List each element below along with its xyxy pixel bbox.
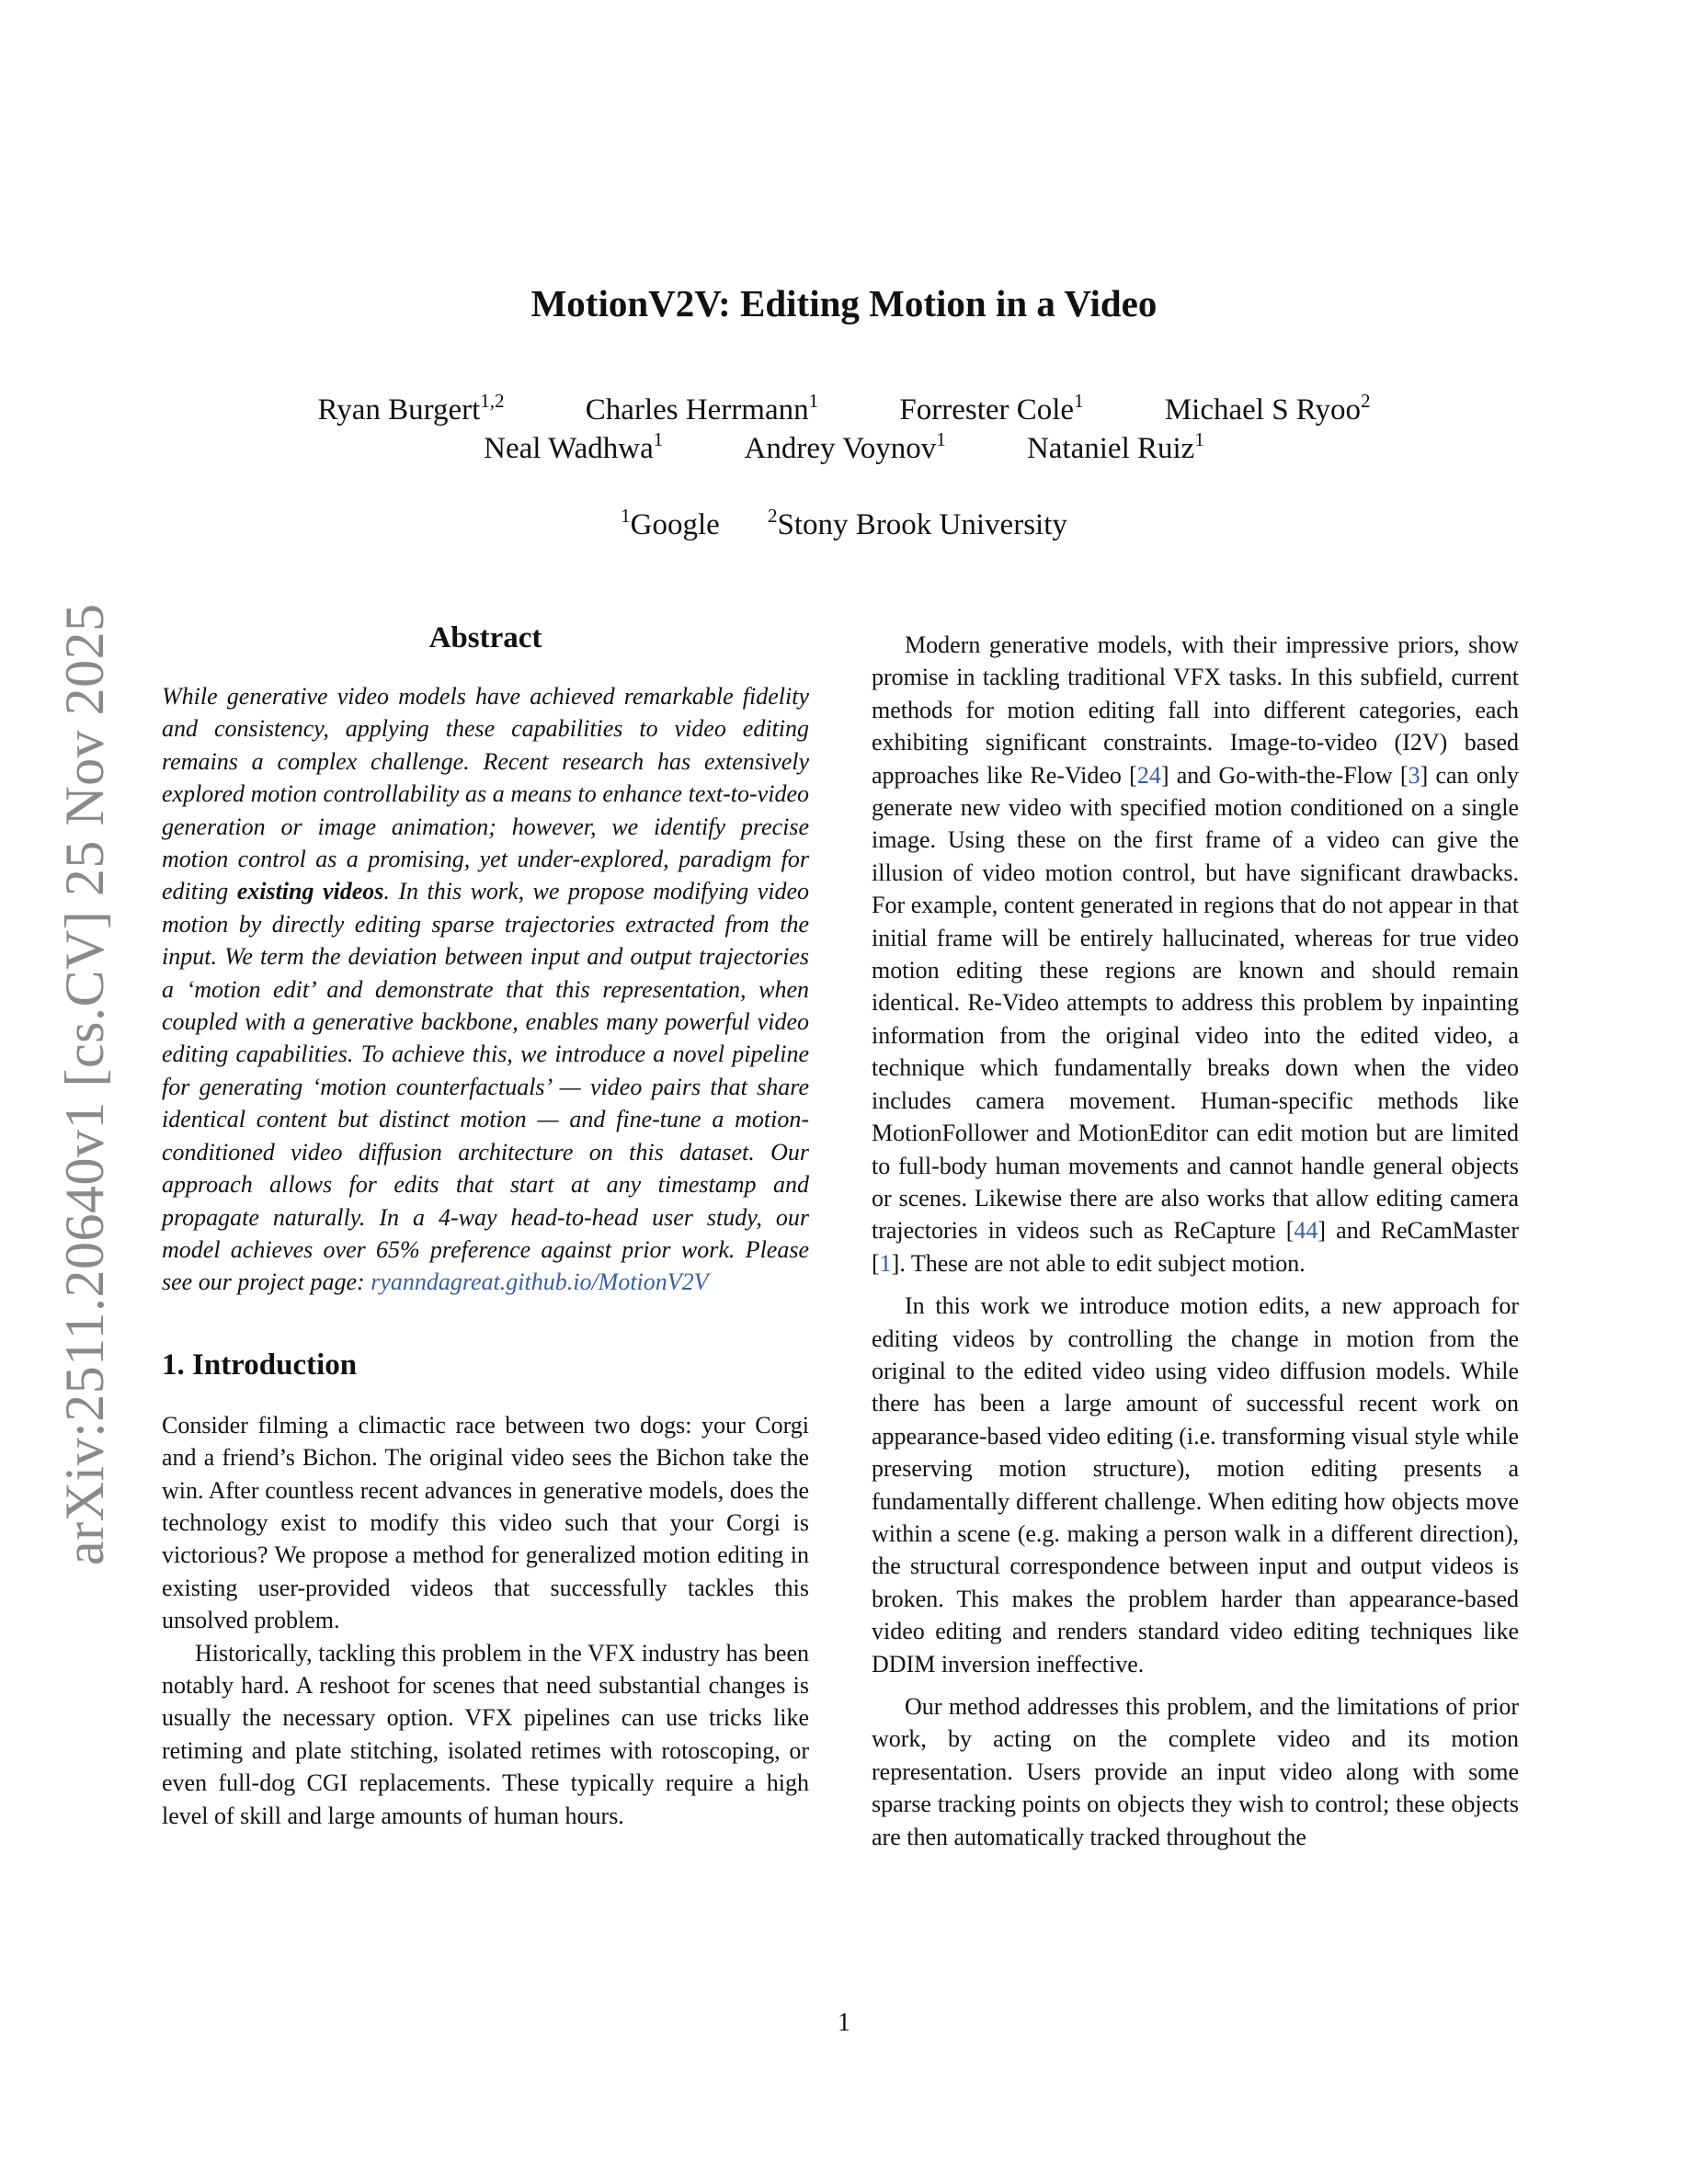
text-segment: ] and ReCamMaster [ (872, 1217, 1519, 1277)
author-name: Michael S Ryoo (1164, 393, 1361, 427)
author (744, 428, 946, 466)
abstract-text (162, 680, 809, 1299)
author-affiliation-mark: 1 (653, 428, 664, 450)
author (1164, 390, 1371, 427)
author-affiliation-mark: 1 (808, 390, 819, 412)
author (585, 390, 819, 427)
abstract-emphasis: existing videos (236, 878, 384, 905)
affiliations (0, 505, 1688, 542)
affiliation (768, 505, 1067, 542)
arxiv-identifier: arXiv:2511.20640v1 [cs.CV] 25 Nov 2025 (54, 603, 115, 1565)
section-heading-introduction: 1. Introduction (162, 1348, 358, 1382)
author-row-1 (0, 390, 1688, 427)
right-paragraph-3: Our method addresses this problem, and the limitations of prior work, by acting on the complete video and its motion representation. Users provide an input video along with some sparse tracking points on objects they wish to control; these objects are then automatically tracked throughout the (872, 1693, 1519, 1850)
author-name: Charles Herrmann (585, 393, 809, 427)
right-column (872, 629, 1519, 1853)
affiliation-mark: 2 (768, 505, 778, 527)
author-affiliation-mark: 2 (1361, 390, 1371, 412)
intro-paragraph-1: Consider filming a climactic race between two dogs: your Corgi and a friend’s Bichon. The original video sees the Bichon take the win. After countless recent advances in generative models, does the technology exist to modify this video such that your Corgi is victorious? We propose a method for generalized motion editing in existing user-provided videos that successfully tackles this unsolved problem. (162, 1411, 809, 1634)
right-paragraph-1 (872, 629, 1519, 1280)
author (317, 390, 505, 427)
text-segment: ] can only generate new video with specified motion conditioned on a single image. Using these on the first frame of a video can give the illusion of video motion control, but have significant drawbacks. For example, content generated in regions that do not appear in that initial frame will be entirely hallucinated, whereas for true video motion editing these regions are known and should remain identical. Re-Video attempts to address this problem by inpainting information from the original video into the edited video, a technique which fundamentally breaks down when the video includes camera movement. Human-specific methods like MotionFollower and MotionEditor can edit motion but are limited to full-body human movements and cannot handle general objects or scenes. Likewise there are also works that allow editing camera trajectories in videos such as ReCapture [ (872, 761, 1520, 1245)
author-row-2 (0, 428, 1688, 466)
author-name: Forrester Cole (899, 393, 1075, 427)
affiliation-mark: 1 (621, 505, 631, 527)
citation-link[interactable]: 3 (1408, 761, 1420, 789)
affiliation (621, 505, 720, 542)
author-affiliation-mark: 1 (1074, 390, 1084, 412)
right-paragraph-2: In this work we introduce motion edits, a new approach for editing videos by controlling the change in motion from the original to the edited video using video diffusion models. While there has been a large amount of successful recent work on appearance-based video editing (i.e. transforming visual style while preserving motion structure), motion editing presents a fundamentally different challenge. When editing how objects move within a scene (e.g. making a person walk in a different direction), the structural correspondence between input and output videos is broken. This makes the problem harder than appearance-based video editing and renders standard video editing techniques like DDIM inversion ineffective. (872, 1292, 1519, 1678)
author-affiliation-mark: 1 (936, 428, 946, 450)
abstract-text-part-2: . In this work, we propose modifying video motion by directly editing sparse trajectories extracted from the input. We term the deviation between input and output trajectories a ‘motion edit’ and demonstrate that this representation, when coupled with a generative backbone, enables many powerful video editing capabilities. To achieve this, we introduce a novel pipeline for generating ‘motion counterfactuals’ — video pairs that share identical content but distinct motion — and fine-tune a motion-conditioned video diffusion architecture on this dataset. Our approach allows for edits that start at any timestamp and propagate naturally. In a 4-way head-to-head user study, our model achieves over 65% preference against prior work. Please see our project page: (162, 878, 809, 1296)
left-column (162, 621, 809, 1832)
project-page-link[interactable]: ryanndagreat.github.io/MotionV2V (371, 1268, 709, 1296)
author-name: Ryan Burgert (317, 393, 481, 427)
citation-link[interactable]: 1 (879, 1249, 892, 1277)
author-affiliation-mark: 1 (1194, 428, 1204, 450)
abstract-heading: Abstract (428, 621, 542, 654)
author (899, 390, 1084, 427)
author (1026, 428, 1204, 466)
text-segment: ] and Go-with-the-Flow [ (1160, 761, 1409, 789)
author-name: Andrey Voynov (744, 432, 937, 465)
author-affiliation-mark: 1,2 (480, 390, 505, 412)
paper-title: MotionV2V: Editing Motion in a Video (530, 282, 1158, 324)
page-number: 1 (838, 2008, 850, 2037)
citation-link[interactable]: 24 (1136, 761, 1161, 789)
paragraph-gap (872, 1280, 1519, 1290)
author-name: Nataniel Ruiz (1026, 432, 1195, 465)
abstract-text-part-1: While generative video models have achieved remarkable fidelity and consistency, applying these capabilities to video editing remains a complex challenge. Recent research has extensively explored motion controllability as a means to enhance text-to-video generation or image animation; however, we identify precise motion control as a promising, yet under-explored, paradigm for editing (162, 683, 809, 905)
text-segment: ]. These are not able to edit subject motion. (891, 1249, 1306, 1277)
citation-link[interactable]: 44 (1294, 1217, 1318, 1245)
affiliation-name: Google (630, 508, 720, 541)
affiliation-name: Stony Brook University (777, 508, 1067, 541)
author-name: Neal Wadhwa (484, 432, 654, 465)
author (484, 428, 664, 466)
text-segment: Modern generative models, with their impressive priors, show promise in tackling traditional VFX tasks. In this subfield, current methods for motion editing fall into different categories, each exhibiting significant constraints. Image-to-video (I2V) based approaches like Re-Video [ (872, 631, 1519, 789)
intro-paragraph-2: Historically, tackling this problem in the VFX industry has been notably hard. A reshoot for scenes that need substantial changes is usually the necessary option. VFX pipelines can use tricks like retiming and plate stitching, isolated retimes with rotoscoping, or even full-dog CGI replacements. These typically require a high level of skill and large amounts of human hours. (162, 1639, 809, 1829)
paragraph-gap (872, 1680, 1519, 1690)
